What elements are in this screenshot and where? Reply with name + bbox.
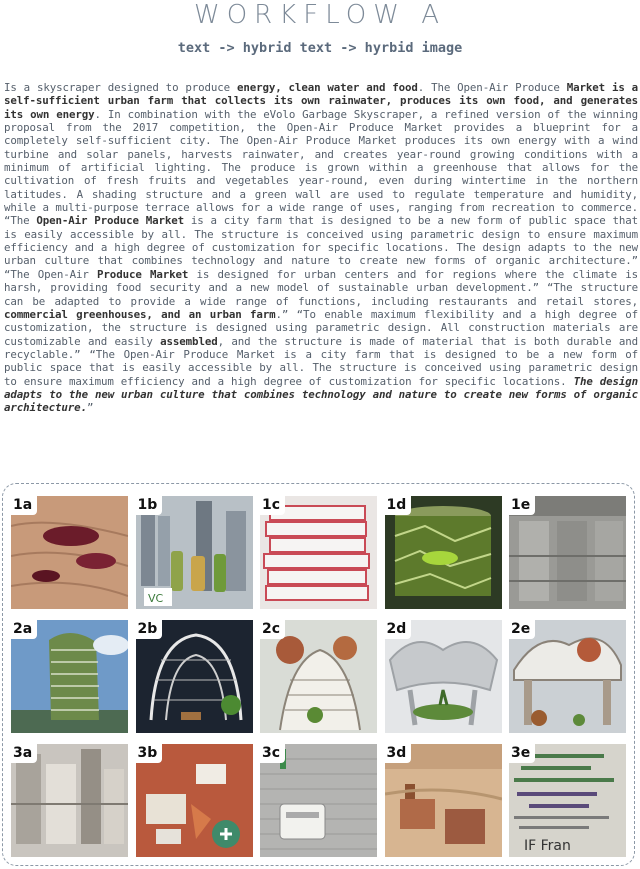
image-tile-3a xyxy=(11,744,128,857)
image-tile-3c xyxy=(260,744,377,857)
image-tile-1a xyxy=(11,496,128,609)
image-tile-2e xyxy=(509,620,626,733)
svg-text:VC: VC xyxy=(147,592,163,605)
italic-run: The design adapts to the new urban culture that combines technology and nature to create new forms of organic architecture. xyxy=(4,374,638,415)
image-tile-2b xyxy=(136,620,253,733)
workflow-title: WORKFLOW A xyxy=(193,0,447,30)
tile-label: 2d xyxy=(385,620,412,639)
image-tile-1c xyxy=(260,496,377,609)
tile-label: 1a xyxy=(11,496,37,515)
image-grid-panel xyxy=(2,483,635,866)
tile-label: 3a xyxy=(11,744,37,763)
image-tile-3e xyxy=(509,744,626,857)
bold-run: Open-Air Produce Market xyxy=(36,214,185,228)
tile-label: 1e xyxy=(509,496,535,515)
image-tile-1e xyxy=(509,496,626,609)
tile-label: 1d xyxy=(385,496,412,515)
bold-run: commercial greenhouses, and an urban farm xyxy=(4,307,276,321)
image-tile-2a xyxy=(11,620,128,733)
image-tile-2d xyxy=(385,620,502,733)
text-run: is designed for urban centers and for regions where the climate is harsh, providing food security and a new model of sustainable urban development.” “The structure can be adapted to provide a wide range of functions, including restaurants and retail stores, xyxy=(4,267,639,308)
image-tile-3b xyxy=(136,744,253,857)
tile-label: 2a xyxy=(11,620,37,639)
tile-label: 1b xyxy=(136,496,163,515)
tile-label: 3c xyxy=(260,744,285,763)
image-tile-1b xyxy=(136,496,253,609)
tile-label: 2e xyxy=(509,620,535,639)
text-run: Is a skyscraper designed to produce xyxy=(4,81,237,94)
image-tile-3d xyxy=(385,744,502,857)
bold-run: assembled xyxy=(160,334,218,348)
text-run: . In combination with the eVolo Garbage Skyscraper, a refined version of the winning proposal from the 2017 competition, the Open-Air Produce Market provides a blueprint for a completely self-sufficient city. The Open-Air Produce Market produces its own energy with a wind turbine and solar panels, harvests rainwater, and creates year-round growing conditions with a minimum of artificial lighting. The produce is grown within a greenhouse that allows for the cultivation of fresh fruits and vegetables year-round, even during wintertime in the northern latitudes. A shading structure and a green wall are used to regulate temperature and humidity, while a multi-purpose terrace allows for a wide range of uses, ranging from recreation to commerce. “The xyxy=(4,107,638,228)
bold-run: Produce Market xyxy=(97,267,189,281)
text-run: , and the structure is made of material that is both durable and recyclable.” “The Open-Air Produce Market is a city farm that is designed to be a new form of public space that is easily accessible by all. The structure is conceived using parametric design to ensure maximum efficiency and a high degree of customization for specific locations. xyxy=(4,334,638,388)
tile-label: 2c xyxy=(260,620,285,639)
text-run: is a city farm that is designed to be a new form of public space that is easily accessible by all. The structure is conceived using parametric design to ensure maximum efficiency and a high degree of customization for specific locations. The design adapts to the new urban culture that combines technology and nature to create new forms of organic architecture.” “The Open-Air xyxy=(4,214,639,281)
bold-run: energy, clean water and food xyxy=(236,81,418,94)
image-tile-1d xyxy=(385,496,502,609)
workflow-subtitle: text -> hybrid text -> hyrbid image xyxy=(177,40,463,56)
text-run: ” xyxy=(86,401,94,415)
prompt-paragraph xyxy=(4,81,638,415)
text-run: .” “To enable maximum flexibility and a high degree of customization, the structure is designed using parametric design. All construction materials are customizable and easily xyxy=(4,307,638,348)
tile-label: 3d xyxy=(385,744,412,763)
text-run: . The Open-Air Produce xyxy=(417,81,567,94)
svg-text:IF Fran: IF Fran xyxy=(524,838,571,854)
bold-run: Market is a self-sufficient urban farm that collects its own rainwater, produces its own food, and generates its own energy xyxy=(4,81,639,121)
image-tile-2c xyxy=(260,620,377,733)
tile-label: 3b xyxy=(136,744,163,763)
tile-label: 3e xyxy=(509,744,535,763)
tile-label: 1c xyxy=(260,496,285,515)
tile-label: 2b xyxy=(136,620,163,639)
